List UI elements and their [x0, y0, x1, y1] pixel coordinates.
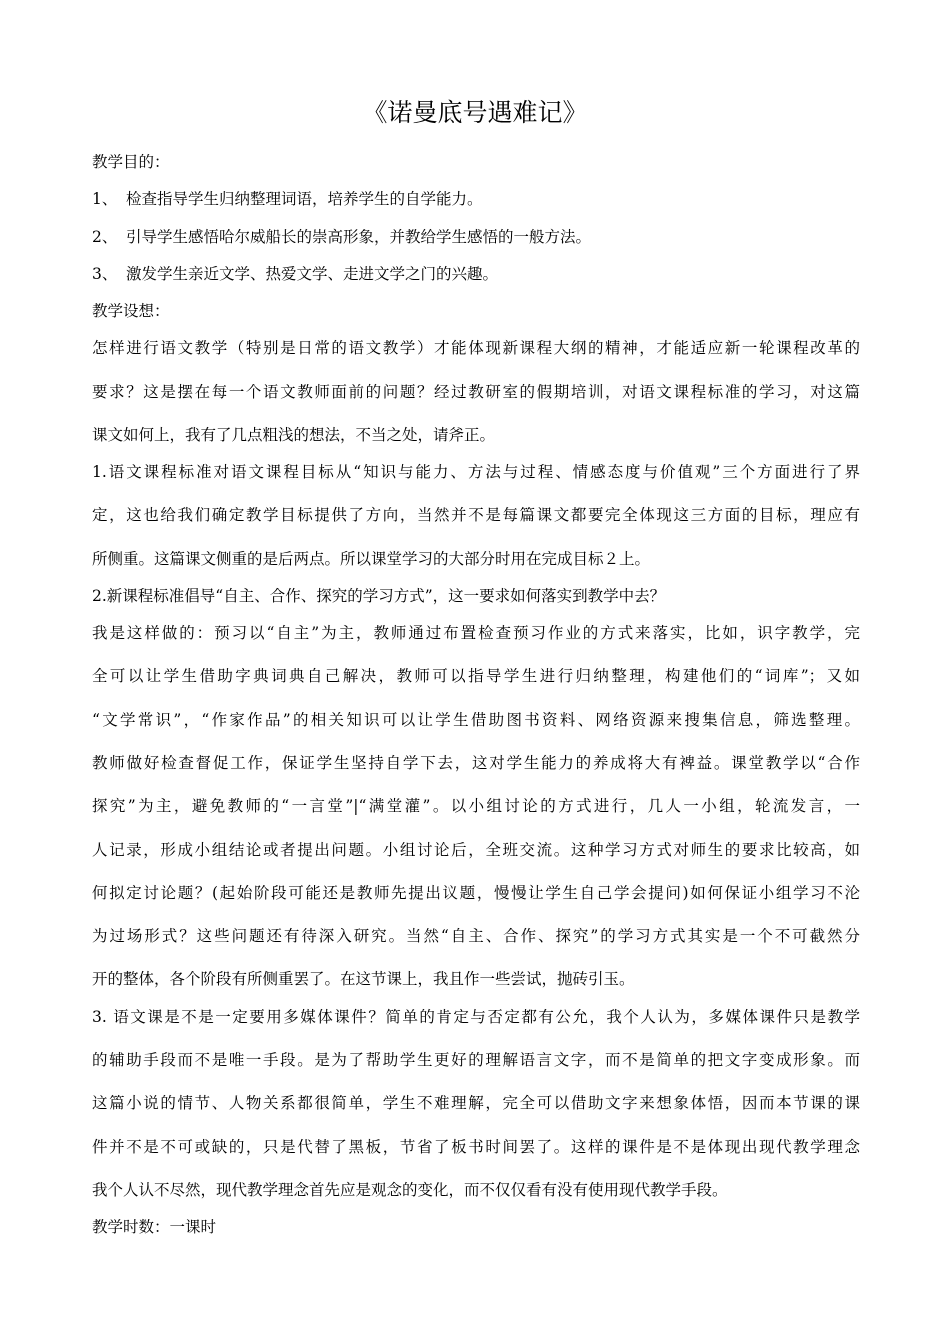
intro-line: 怎样进行语文教学（特别是日常的语文教学）才能体现新课程大纲的精神，才能适应新一轮课程改革的	[92, 339, 860, 357]
point3-line: 这篇小说的情节、人物关系都很简单，学生不难理解，完全可以借助文字来想象体悟，因而本节课的课	[92, 1094, 860, 1112]
objective-number: 2、	[92, 228, 118, 246]
objective-number: 1、	[92, 190, 118, 208]
point2-line: 教师做好检查督促工作，保证学生坚持自学下去，这对学生能力的养成将大有裨益。课堂教学以“合作	[92, 754, 860, 772]
point3-line: 3. 语文课是不是一定要用多媒体课件？简单的肯定与否定都有公允，我个人认为，多媒体课件只是教学	[92, 1008, 860, 1026]
document-title: 《诺曼底号遇难记》	[362, 98, 588, 127]
point1-line: 定，这也给我们确定教学目标提供了方向，当然并不是每篇课文都要完全体现这三方面的目标，理应有	[92, 506, 860, 524]
point2-heading: 2.新课程标准倡导“自主、合作、探究的学习方式”，这一要求如何落实到教学中去？	[92, 587, 666, 605]
point1-line: 1.语文课程标准对语文课程目标从“知识与能力、方法与过程、情感态度与价值观”三个方面进行了界	[92, 463, 860, 481]
point2-line: 开的整体，各个阶段有所侧重罢了。在这节课上，我且作一些尝试，抛砖引玉。	[92, 970, 635, 988]
objective-text: 检查指导学生归纳整理词语，培养学生的自学能力。	[126, 190, 483, 208]
point2-line: 为过场形式？这些问题还有待深入研究。当然“自主、合作、探究”的学习方式其实是一个不可截然分	[92, 927, 860, 945]
point2-line: 探究”为主，避免教师的“一言堂”|“满堂灌”。以小组讨论的方式进行，几人一小组，轮流发言，一	[92, 797, 860, 815]
point2-line: 人记录，形成小组结论或者提出问题。小组讨论后，全班交流。这种学习方式对师生的要求比较高，如	[92, 841, 860, 859]
teaching-duration: 教学时数：一课时	[92, 1218, 217, 1236]
point2-line: 何拟定讨论题？(起始阶段可能还是教师先提出议题，慢慢让学生自己学会提问)如何保证小组学习不沦	[92, 884, 860, 902]
point3-line: 我个人认不尽然，现代教学理念首先应是观念的变化，而不仅仅看有没有使用现代教学手段。	[92, 1181, 728, 1199]
objective-item	[92, 226, 860, 248]
design-heading: 教学设想：	[92, 302, 170, 320]
point2-line: 全可以让学生借助字典词典自己解决，教师可以指导学生进行归纳整理，构建他们的“词库”；又如	[92, 667, 860, 685]
point2-line: 我是这样做的：预习以“自主”为主，教师通过布置检查预习作业的方式来落实，比如，识字教学，完	[92, 624, 860, 642]
objective-text: 激发学生亲近文学、热爱文学、走进文学之门的兴趣。	[126, 265, 499, 283]
objective-number: 3、	[92, 265, 118, 283]
objective-item	[92, 188, 860, 210]
point1-line: 所侧重。这篇课文侧重的是后两点。所以课堂学习的大部分时用在完成目标２上。	[92, 550, 651, 568]
point3-line: 的辅助手段而不是唯一手段。是为了帮助学生更好的理解语言文字，而不是简单的把文字变成形象。而	[92, 1051, 860, 1069]
objective-item	[92, 263, 860, 285]
point2-line: “文学常识”，“作家作品”的相关知识可以让学生借助图书资料、网络资源来搜集信息，筛选整理。	[92, 711, 860, 729]
objectives-heading: 教学目的：	[92, 153, 170, 171]
point3-line: 件并不是不可或缺的，只是代替了黑板，节省了板书时间罢了。这样的课件是不是体现出现代教学理念	[92, 1138, 860, 1156]
objective-text: 引导学生感悟哈尔威船长的崇高形象，并教给学生感悟的一般方法。	[126, 228, 592, 246]
intro-line: 要求？这是摆在每一个语文教师面前的问题？经过教研室的假期培训，对语文课程标准的学习，对这篇	[92, 383, 860, 401]
intro-line: 课文如何上，我有了几点粗浅的想法，不当之处，请斧正。	[92, 426, 496, 444]
